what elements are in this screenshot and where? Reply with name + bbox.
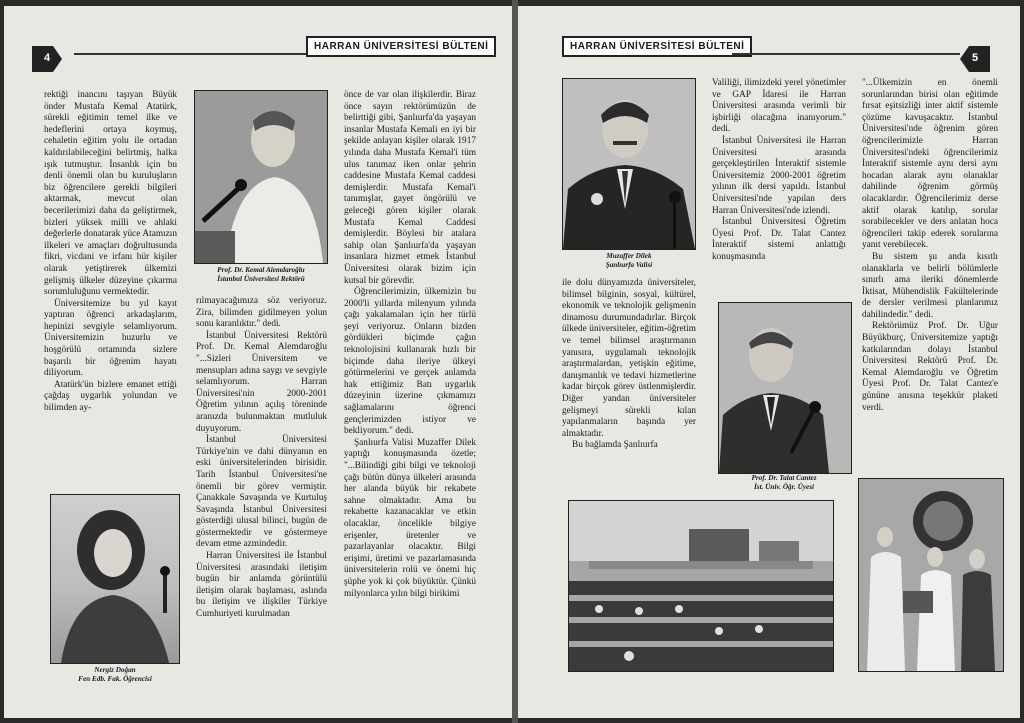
bulletin-header-right: HARRAN ÜNİVERSİTESİ BÜLTENİ bbox=[562, 36, 752, 57]
page-number-right: 5 bbox=[960, 46, 990, 72]
auditorium-photo bbox=[568, 500, 834, 672]
cantez-photo bbox=[718, 302, 852, 474]
rector-caption: Prof. Dr. Kemal Alemdaroğlu İstanbul Üniversitesi Rektörü bbox=[217, 266, 305, 283]
left-column-1: rektiği inancını taşıyan Büyük önder Mustafa Kemal Atatürk, sürekli eğitimin temel ilke ve hedeflerini ortaya koymuş, cehaletin eğitim yolu ile ortadan kaldırılabileceğini belirtmiş, halka ışık tutmuştur. İnsanlık için bu denli önemli olan bu kuruluşların biz öğrencilere gerekli bilgileri aktarmak, mevcut olan becerilerimizi daha da geliştirmek, bizleri yüksek milli ve ahlaki değerlerle donatarak yüce Atamızın ilkeleri ve amaçları doğrultusunda fikri, vicdani ve irfanı hür kişiler olarak yetiştirerek ülkemizi gelişmiş ülkeler düzeyine çıkarma sorumluluğunu vermektedir. Üniversitemize bu yıl kayıt yaptıran öğrenci arkadaşlarım, hepinizi sevgiyle selamlıyorum. Üniversitemizin huzurlu ve hoşgörülü ortamında sizlere başarılı bir öğrenim hayatı diliyorum. Atatürk'ün bizlere emanet ettiği çağdaş uygarlık yolundan ve bilimden ay- bbox=[44, 90, 177, 414]
left-column-3: önce de var olan ilişkilerdir. Biraz önce sayın rektörümüzün de belirttiği gibi, Şanlıurfa'da yaşayan insanlar Mustafa Kemali en iyi bir şekilde anlayan kişiler olarak 1917 yılında daha Mustafa Kemal'i tüm ulus tanımaz iken onlar şehrin caddesine Mustafa Kemal caddesi demişlerdir. Mustafa Kemal'i tanımışlar, gayet öngörülü ve geleceği gören kişiler olarak Mustafa Kemal Caddesi demişlerdir. Böylesi bir atalara sahip olan Şanlıurfa'da yaşayan insanlara hizmet etmek İstanbul Üniversitesi olarak bizim için kutsal bir görevdir. Öğrencilerimizin, ülkemizin bu 2000'li yıllarda milenyum yılında çağı yakalamaları için her türlü şeyi veriyoruz. Onların bizden gördükleri biçimde çağın teknolojisini kullanarak hızlı bir biçimde daha ileriye ülkeyi götürmelerini ve gerçek anlamda hak ettiğimiz Batı uygarlık düzeyinin üzerine çıkmamızı sağlamalarını öğrenci gençlerimizden istiyor ve bekliyorum." dedi. Şanlıurfa Valisi Muzaffer Dilek yaptığı konuşmasında özetle; "...Bilindiği gibi bilgi ve teknoloji çağı bütün dünya ülkeleri arasında her alanda büyük bir rekabete sahne olmaktadır. Ama bu rekabette kazanacaklar ve etkin olacaklar, öncelikle bilgiye erişenler, üretenler ve pazarlayanlar olacaktır. Bilgi erişimi, üretimi ve pazarlamasında üniversitelerin rolü ve önemi hiç şüphe yok ki çok büyüktür. Çünkü milyonlarca yılın bilgi birikimi bbox=[344, 90, 476, 599]
right-page bbox=[518, 6, 1020, 718]
student-photo bbox=[50, 494, 180, 664]
left-page bbox=[4, 6, 512, 718]
left-column-2: rılmayacağımıza söz veriyoruz. Zira, bilimden gidilmeyen yolun sonu karanlıktır." dedi. İstanbul Üniversitesi Rektörü Prof. Dr. Kemal Alemdaroğlu "...Sizleri Üniversitem ve mensupları adına saygı ve sevgiyle selamlıyorum. Harran Üniversitesi'nin 2000-2001 Öğretim yılının açılış töreninde aranızda bulunmaktan mutluluk duyuyorum. İstanbul Üniversitesi Türkiye'nin ve dahi dünyanın en eski üniversitelerinden birisidir. Tarih İstanbul Üniversitesi'ne önemli bir görev vermiştir. Çanakkale Savaşında ve Kurtuluş Savaşında İstanbul Üniversitesi gösterdiği ulusal bilinci, bugün de göstermektedir ve göstermeye devam etme azmindedir. Harran Üniversitesi ile İstanbul Üniversitesi arasındaki iletişim bugün bir anlamda görüntülü iletişim olarak başlaması, aslında bu iletişim ve ilişkiler Türkiye Cumhuriyeti kurulmadan bbox=[196, 296, 327, 620]
bulletin-header-left: HARRAN ÜNİVERSİTESİ BÜLTENİ bbox=[306, 36, 496, 57]
governor-caption: Muzaffer Dilek Şanlıurfa Valisi bbox=[605, 252, 653, 269]
plaque-ceremony-photo bbox=[858, 478, 1004, 672]
student-caption: Nergiz Doğan Fen Edb. Fak. Öğrencisi bbox=[78, 666, 152, 683]
right-column-3: "...Ülkemizin en önemli sorunlarından birisi olan eğitimde fırsat eşitsizliği inter aktif sistemle çözüme kavuşacaktır. İstanbul Üniversitesi'nde öğrenim gören öğrencilerimizle Harran Üniversitesi'ndeki öğrencilerimiz İnteraktif sistemle aynı dersi aynı hocadan alarak aynı olanaklar dahilinde öğrenim görmüş olacaklardır. Öğrencilerimiz derse aktif olarak katılıp, sorular sorabilecekler ve ders anlatan hoca öğrencileri takip ederek sorularına yanıt verebilecek. Bu sistem şu anda kısıtlı olanaklarla ve belirli bölümlerle sınırlı ama ileriki dönemlerde İktisat, Mühendislik Fakültelerinde de dersler verilmesi planlarımız dahilindedir." dedi. Rektörümüz Prof. Dr. Uğur Büyükburç, Üniversitemize yaptığı katkılarından dolayı İstanbul Üniversitesi Rektörü Prof. Dr. Kemal Alemdaroğlu ve Öğretim Üyesi Prof. Dr. Talat Cantez'e gününe anısına teşekkür plaketi verdi. bbox=[862, 78, 998, 413]
cantez-caption: Prof. Dr. Talat Cantez İst. Üniv. Öğr. Üyesi bbox=[751, 474, 817, 491]
right-column-1: ile dolu dünyamızda üniversiteler, bilimsel bilginin, sosyal, kültürel, ekonomik ve teknolojik gelişmenin dinamosu durumundadırlar. Birçok ülkede üniversiteler, eğitim-öğretim ve temel bilimsel araştırmanın yanısıra, uygulamalı teknolojik araştırmalardan, yetişkin eğitime, danışmanlık ve tedavi hizmetlerine kadar birçok görev üstlenmişlerdir. Diğer yandan üniversiteler gelişmeyi sürekli kılan yapılanmaların başında yer almaktadır. Bu bağlamda Şanlıurfa bbox=[562, 278, 696, 451]
governor-photo bbox=[562, 78, 696, 250]
rector-photo bbox=[194, 90, 328, 264]
page-number-left: 4 bbox=[32, 46, 62, 72]
right-column-2: Valiliği, ilimizdeki yerel yönetimler ve GAP İdaresi ile Harran Üniversitesi arasında verimli bir işbirliği olacağına inanıyorum." dedi. İstanbul Üniversitesi ile Harran Üniversitesi arasında gerçekleştirilen İnteraktif sistemle Üniversitemiz 2000-2001 öğretim yılının ilk dersi yapıldı. İstanbul Üniversitesi'nde yapılan ders Harran Üniversitesi'nde izlendi. İstanbul Üniversitesi Öğretim Üyesi Prof. Dr. Talat Cantez İnteraktif sistemi anlattığı konuşmasında bbox=[712, 78, 846, 262]
